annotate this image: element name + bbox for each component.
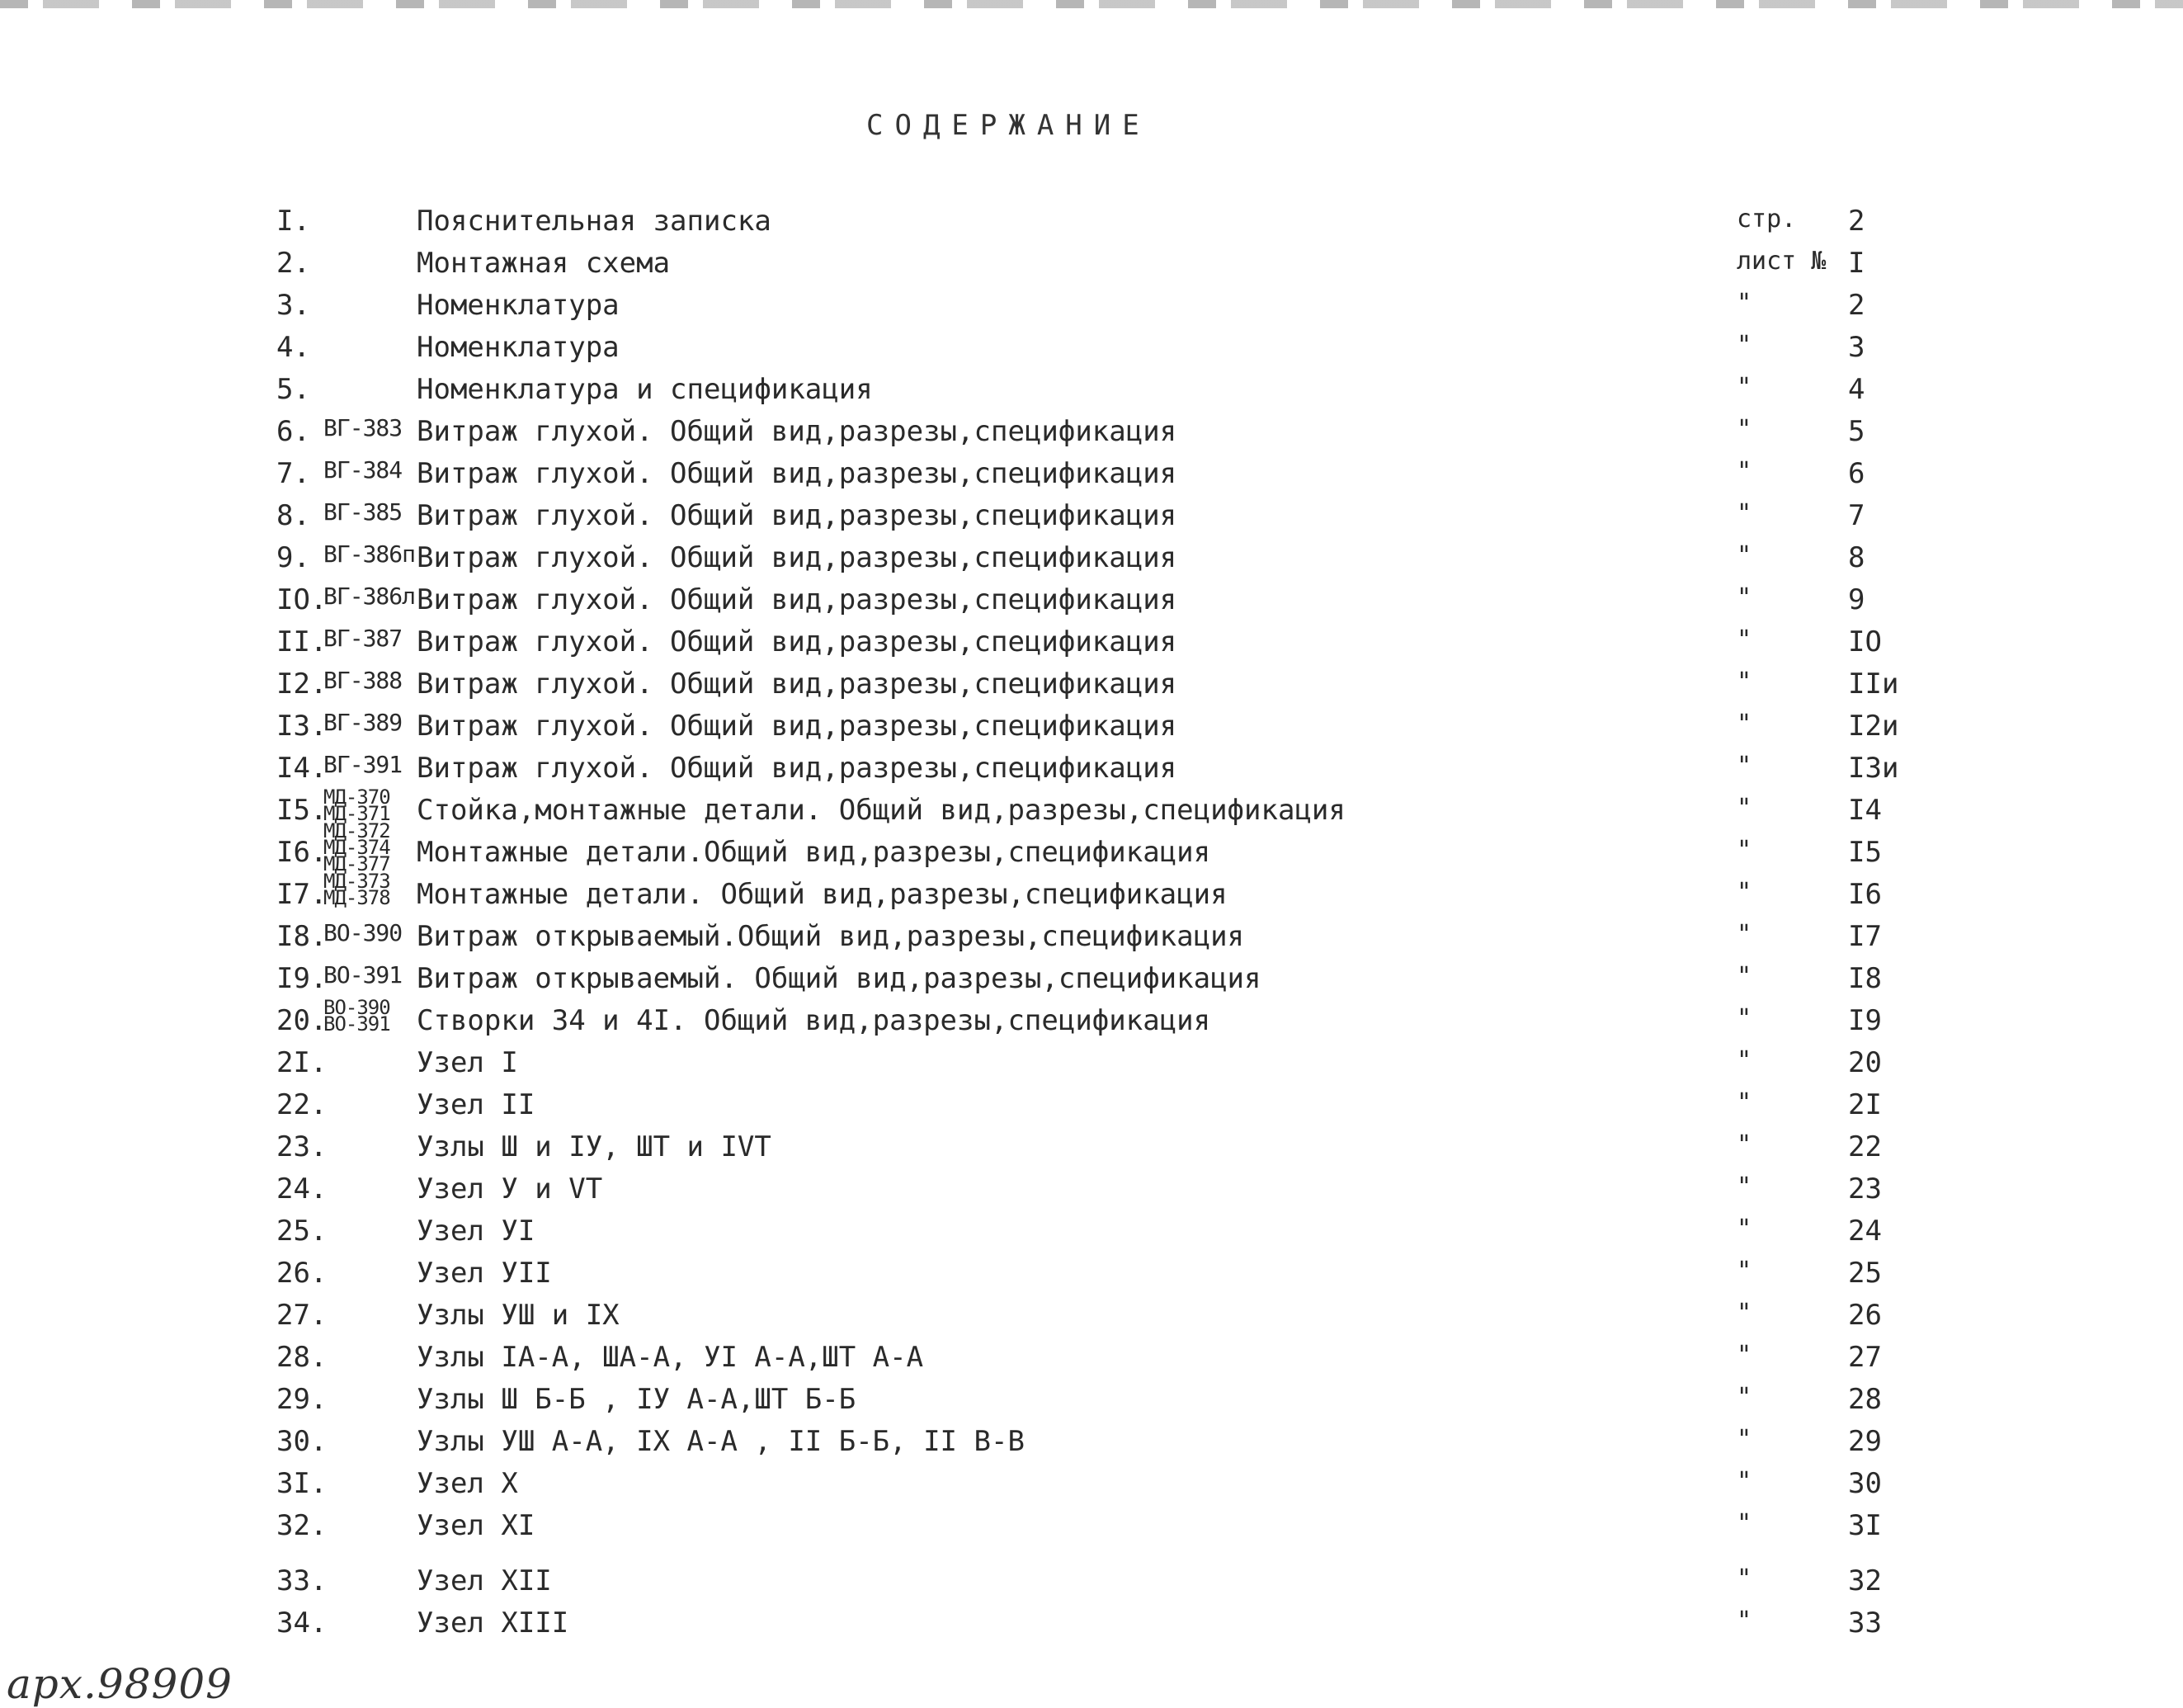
entry-code [323,919,403,946]
entry-code [323,870,390,909]
contents-row [0,1383,2183,1425]
entry-page: I [1848,247,1865,280]
entry-page: I5 [1848,836,1882,869]
entry-title: Узел XIII [417,1607,569,1640]
contents-row [0,331,2183,373]
document-title: СОДЕРЖАНИЕ [866,109,1151,142]
entry-code-line: МД-378 [323,886,390,909]
entry-unit: " [1737,1046,1752,1075]
entry-number: 32. [276,1509,328,1542]
entry-page: 2 [1848,289,1865,322]
entry-unit: лист № [1737,247,1827,276]
entry-unit: " [1737,457,1752,486]
entry-title: Узлы УШ и IX [417,1299,620,1332]
entry-code [323,583,416,610]
entry-code [323,625,403,652]
entry-page: 29 [1848,1425,1882,1458]
entry-unit: " [1737,541,1752,570]
entry-title: Узел XI [417,1509,535,1542]
entry-title: Витраж глухой. Общий вид,разрезы,спецификация [417,541,1177,574]
entry-page: 27 [1848,1341,1882,1374]
entry-number: I4. [276,752,328,785]
entry-code-line: ВО-390 [323,996,390,1019]
entry-number: 34. [276,1607,328,1640]
entry-unit: " [1737,962,1752,991]
contents-row [0,457,2183,499]
entry-title: Витраж глухой. Общий вид,разрезы,спецификация [417,752,1177,785]
row-spacer [0,1551,2183,1564]
entry-page: I8 [1848,962,1882,995]
entry-page: 2 [1848,205,1865,238]
entry-code [323,786,390,825]
entry-code [323,709,403,736]
entry-number: I5. [276,794,328,827]
entry-title: Узел УII [417,1257,552,1290]
entry-number: I7. [276,878,328,911]
entry-page: 32 [1848,1564,1882,1597]
entry-unit: " [1737,1257,1752,1286]
contents-row [0,247,2183,289]
entry-page: 28 [1848,1383,1882,1416]
entry-title: Витраж глухой. Общий вид,разрезы,спецификация [417,668,1177,701]
entry-code-line: ВГ-388 [323,667,403,694]
entry-code-line: ВГ-386л [323,583,416,610]
entry-title: Узел УI [417,1215,535,1248]
entry-number: 3. [276,289,310,322]
contents-row [0,415,2183,457]
entry-number: I2. [276,668,328,701]
entry-number: 27. [276,1299,328,1332]
contents-row [0,870,2183,920]
contents-row [0,668,2183,710]
entry-unit: " [1737,1467,1752,1496]
entry-number: I8. [276,920,328,953]
contents-row [0,373,2183,415]
entry-page: 24 [1848,1215,1882,1248]
entry-number: I9. [276,962,328,995]
entry-page: 3 [1848,331,1865,364]
entry-page: I6 [1848,878,1882,911]
contents-row [0,996,2183,1046]
contents-row [0,205,2183,247]
entry-page: 5 [1848,415,1865,448]
entry-unit: стр. [1737,205,1797,234]
entry-number: 23. [276,1130,328,1163]
entry-title: Узел X [417,1467,518,1500]
entry-title: Монтажные детали. Общий вид,разрезы,спецификация [417,878,1228,911]
contents-row [0,289,2183,331]
contents-row [0,541,2183,583]
entry-code-line: МД-372 [323,819,390,842]
contents-row [0,499,2183,541]
contents-row [0,1215,2183,1257]
entry-number: 6. [276,415,310,448]
entry-code [323,414,403,441]
contents-row [0,583,2183,625]
entry-page: 9 [1848,583,1865,616]
entry-code [323,961,403,988]
entry-page: 22 [1848,1130,1882,1163]
contents-row [0,1046,2183,1088]
entry-page: 25 [1848,1257,1882,1290]
entry-unit: " [1737,1299,1752,1328]
entry-code [323,667,403,694]
entry-title: Узел II [417,1088,535,1121]
entry-title: Узел У и VТ [417,1172,603,1206]
entry-page: 20 [1848,1046,1882,1079]
entry-unit: " [1737,836,1752,865]
entry-number: II. [276,625,328,658]
entry-number: 26. [276,1257,328,1290]
entry-number: 2. [276,247,310,280]
entry-code-line: ВГ-384 [323,456,403,484]
entry-title: Витраж открываемый. Общий вид,разрезы,спецификация [417,962,1261,995]
entry-code-line: МД-374 [323,836,390,859]
entry-title: Витраж глухой. Общий вид,разрезы,спецификация [417,710,1177,743]
entry-code-line: ВГ-385 [323,498,403,526]
entry-page: 30 [1848,1467,1882,1500]
contents-row [0,1088,2183,1130]
entry-number: 22. [276,1088,328,1121]
contents-row [0,1564,2183,1607]
archive-stamp: арх.98909 [7,1660,233,1708]
entry-unit: " [1737,1607,1752,1635]
entry-title: Номенклатура и спецификация [417,373,873,406]
entry-title: Узел I [417,1046,518,1079]
entry-number: 30. [276,1425,328,1458]
entry-unit: " [1737,1509,1752,1538]
entry-unit: " [1737,1088,1752,1117]
entry-code-line: ВО-391 [323,1012,390,1036]
entry-number: 7. [276,457,310,490]
entry-page: I2и [1848,710,1899,743]
entry-unit: " [1737,794,1752,823]
entry-code-line: МД-370 [323,786,390,809]
entry-unit: " [1737,289,1752,318]
entry-unit: " [1737,1215,1752,1243]
contents-row [0,1509,2183,1551]
entry-title: Узлы IА-А, ША-А, УI А-А,ШТ А-А [417,1341,924,1374]
contents-row [0,710,2183,752]
entry-code-line: МД-373 [323,870,390,893]
entry-page: I3и [1848,752,1899,785]
entry-number: 3I. [276,1467,328,1500]
entry-code-line: МД-377 [323,852,390,875]
entry-unit: " [1737,668,1752,696]
entry-title: Монтажные детали.Общий вид,разрезы,спецификация [417,836,1211,869]
entry-code [323,498,403,526]
entry-title: Витраж глухой. Общий вид,разрезы,спецификация [417,457,1177,490]
contents-row [0,1257,2183,1299]
entry-page: 33 [1848,1607,1882,1640]
entry-number: 9. [276,541,310,574]
contents-row [0,1607,2183,1649]
entry-unit: " [1737,1341,1752,1370]
entry-number: 2I. [276,1046,328,1079]
entry-number: 25. [276,1215,328,1248]
entry-page: 26 [1848,1299,1882,1332]
entry-page: 8 [1848,541,1865,574]
entry-number: 29. [276,1383,328,1416]
entry-unit: " [1737,373,1752,402]
contents-row [0,920,2183,962]
entry-title: Номенклатура [417,289,620,322]
entry-code-line: ВГ-387 [323,625,403,652]
contents-list [0,205,2183,1649]
entry-unit: " [1737,499,1752,528]
entry-page: IO [1848,625,1882,658]
entry-unit: " [1737,1130,1752,1159]
entry-title: Витраж глухой. Общий вид,разрезы,спецификация [417,415,1177,448]
entry-page: 2I [1848,1088,1882,1121]
entry-page: 23 [1848,1172,1882,1206]
entry-unit: " [1737,920,1752,949]
entry-unit: " [1737,1172,1752,1201]
entry-title: Узлы Ш и IУ, ШТ и IVТ [417,1130,771,1163]
entry-page: IIи [1848,668,1899,701]
entry-title: Витраж глухой. Общий вид,разрезы,спецификация [417,583,1177,616]
entry-code [323,456,403,484]
contents-row [0,1299,2183,1341]
scan-top-edge [0,0,2183,8]
contents-row [0,1467,2183,1509]
entry-code [323,751,403,778]
entry-code [323,819,390,875]
entry-unit: " [1737,583,1752,612]
contents-row [0,625,2183,668]
entry-number: IO. [276,583,328,616]
entry-unit: " [1737,331,1752,360]
entry-number: I. [276,205,310,238]
entry-number: I3. [276,710,328,743]
entry-number: 8. [276,499,310,532]
contents-row [0,1172,2183,1215]
entry-title: Узел XII [417,1564,552,1597]
entry-code-line: ВГ-383 [323,414,403,441]
entry-page: 6 [1848,457,1865,490]
entry-title: Монтажная схема [417,247,671,280]
entry-unit: " [1737,1564,1752,1593]
contents-row [0,1425,2183,1467]
entry-page: I7 [1848,920,1882,953]
entry-page: I4 [1848,794,1882,827]
entry-page: 7 [1848,499,1865,532]
entry-unit: " [1737,752,1752,781]
entry-unit: " [1737,415,1752,444]
entry-number: I6. [276,836,328,869]
entry-number: 5. [276,373,310,406]
entry-unit: " [1737,878,1752,907]
entry-code-line: ВГ-391 [323,751,403,778]
entry-unit: " [1737,1425,1752,1454]
entry-title: Узлы УШ А-А, IX А-А , II Б-Б, II В-В [417,1425,1025,1458]
entry-title: Витраж открываемый.Общий вид,разрезы,спецификация [417,920,1245,953]
entry-title: Узлы Ш Б-Б , IУ А-А,ШТ Б-Б [417,1383,856,1416]
entry-code-line: ВГ-389 [323,709,403,736]
entry-page: 4 [1848,373,1865,406]
entry-code-line: МД-371 [323,802,390,825]
entry-number: 4. [276,331,310,364]
entry-title: Витраж глухой. Общий вид,разрезы,спецификация [417,625,1177,658]
entry-unit: " [1737,1383,1752,1412]
entry-code [323,996,390,1036]
entry-title: Номенклатура [417,331,620,364]
entry-number: 24. [276,1172,328,1206]
entry-number: 33. [276,1564,328,1597]
entry-title: Створки 34 и 4I. Общий вид,разрезы,спецификация [417,1004,1211,1037]
entry-code-line: ВГ-386п [323,540,416,568]
contents-row [0,1130,2183,1172]
entry-page: 3I [1848,1509,1882,1542]
entry-title: Пояснительная записка [417,205,771,238]
entry-number: 20. [276,1004,328,1037]
entry-unit: " [1737,710,1752,738]
entry-unit: " [1737,1004,1752,1033]
entry-page: I9 [1848,1004,1882,1037]
entry-code-line: ВО-391 [323,961,403,988]
entry-title: Стойка,монтажные детали. Общий вид,разрезы,спецификация [417,794,1346,827]
entry-title: Витраж глухой. Общий вид,разрезы,спецификация [417,499,1177,532]
entry-code [323,540,416,568]
entry-code-line: ВО-390 [323,919,403,946]
entry-number: 28. [276,1341,328,1374]
entry-unit: " [1737,625,1752,654]
contents-row [0,1341,2183,1383]
